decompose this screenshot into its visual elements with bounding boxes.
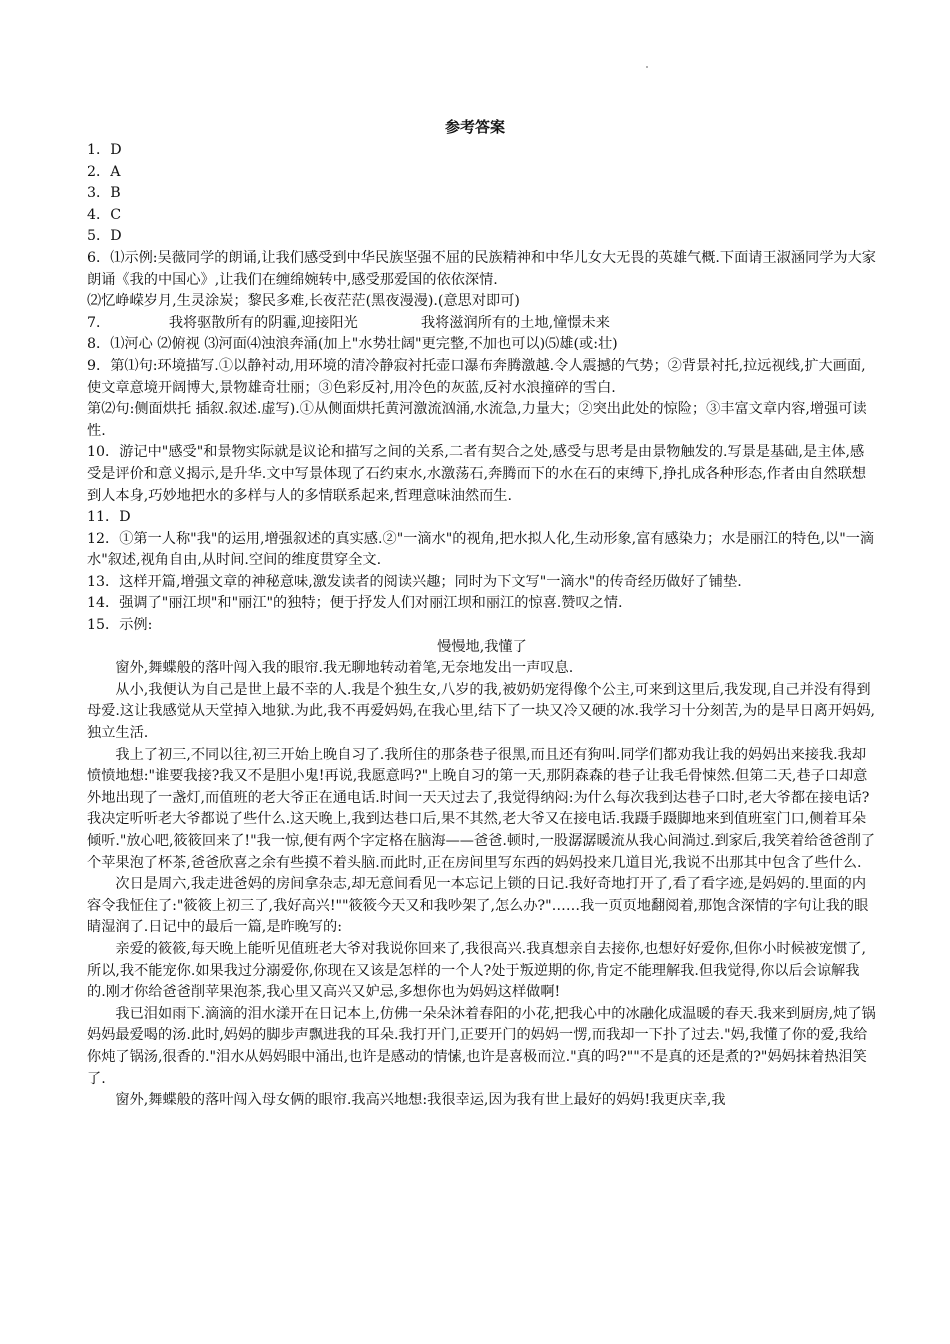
essay-paragraph: 次日是周六,我走进爸妈的房间拿杂志,却无意间看见一本忘记上锁的日记.我好奇地打开了,看了看字迹,是妈妈的.里面的内容令我怔住了:"筱筱上初三了,我好高兴!""筱筱今天又和我吵架了,怎么办?"……我一页页地翻阅着,那饱含深情的字句让我的眼睛湿润了.日记中的最后一篇,是昨晚写的: <box>87 876 869 936</box>
answer-9: 9．第⑴句:环境描写.①以静衬动,用环境的清冷静寂衬托壶口瀑布奔腾激越.令人震撼的气势；②背景衬托,拉远视线,扩大画面,使文章意境开阔博大,景物雄奇壮丽；③色彩反衬,用冷色的灰蓝,反衬水浪撞碎的雪白. <box>87 357 866 396</box>
essay-paragraph: 亲爱的筱筱,每天晚上能听见值班老大爷对我说你回来了,我很高兴.我真想亲自去接你,也想好好爱你,但你小时候被宠惯了,所以,我不能宠你.如果我过分溺爱你,你现在又该是怎样的一个人?处于叛逆期的你,肯定不能理解我.但我觉得,你以后会谅解我的.刚才你给爸爸削苹果泡茶,我心里又高兴又妒忌,多想你也为妈妈这样做啊! <box>87 940 867 1001</box>
essay-paragraph: 窗外,舞蝶般的落叶闯入我的眼帘.我无聊地转动着笔,无奈地发出一声叹息. <box>115 660 574 677</box>
essay-paragraph: 我上了初三,不同以往,初三开始上晚自习了.我所住的那条巷子很黑,而且还有狗叫.同学们都劝我让我的妈妈出来接我.我却愤愤地想:"谁要我接?我又不是胆小鬼!再说,我愿意吗?"上晚自习的第一天,那阴森森的巷子让我毛骨悚然.但第二天,巷子口却意外地出现了一盏灯,而值班的老大爷正在通电话.时间一天天过去了,我觉得纳闷:为什么每次我到达巷子口时,老大爷都在接电话?我决定听听老大爷都说了些什么.这天晚上,我到达巷口后,果不其然,老大爷又在接电话.我蹑手蹑脚地来到值班室门口,侧着耳朵倾听."放心吧,筱筱回来了!"我一惊,便有两个字定格在脑海——爸爸.顿时,一股潺潺暖流从我心间淌过.到家后,我笑着给爸爸削了个苹果泡了杯茶,爸爸欣喜之余有些摸不着头脑.而此时,正在房间里写东西的妈妈投来几道目光,我说不出那其中包含了些什么. <box>87 746 876 871</box>
answer-6-part-2: ⑵忆峥嵘岁月,生灵涂炭；黎民多难,长夜茫茫(黑夜漫漫).(意思对即可) <box>87 293 520 310</box>
essay-title: 慢慢地,我懂了 <box>437 638 527 655</box>
answer-3: 3．B <box>87 185 121 202</box>
essay-paragraph: 从小,我便认为自己是世上最不幸的人.我是个独生女,八岁的我,被奶奶宠得像个公主,可来到这里后,我发现,自己并没有得到母爱.这让我感觉从天堂掉入地狱.为此,我不再爱妈妈,在我心里,结下了一块又冷又硬的冰.我学习十分刻苦,为的是早日离开妈妈,独立生活. <box>87 681 876 742</box>
answer-9-part-2: 第⑵句:侧面烘托 插叙.叙述.虚写).①从侧面烘托黄河激流汹涌,水流急,力量大；②突出此处的惊险；③丰富文章内容,增强可读性. <box>87 401 867 439</box>
answer-14: 14．强调了"丽江坝"和"丽江"的独特；便于抒发人们对丽江坝和丽江的惊喜.赞叹之情. <box>87 595 623 612</box>
answer-5: 5．D <box>87 228 122 245</box>
page-title: 参考答案 <box>444 118 505 136</box>
speck-mark <box>646 66 648 68</box>
answer-4: 4．C <box>87 206 122 223</box>
answer-15: 15．示例: <box>87 617 153 634</box>
answer-10: 10．游记中"感受"和景物实际就是议论和描写之间的关系,二者有契合之处,感受与思考是由景物触发的.写景是基础,是主体,感受是评价和意义揭示,是升华.文中写景体现了石约束水,水激荡石,奔腾而下的水在石的束缚下,挣扎成各种形态,作者由自然联想到人本身,巧妙地把水的多样与人的多情联系起来,哲理意味油然而生. <box>87 444 867 504</box>
answer-8: 8．⑴河心 ⑵俯视 ⑶河面⑷浊浪奔涌(加上"水势壮阔"更完整,不加也可以)⑸雄(或:壮) <box>87 336 618 353</box>
answer-2: 2．A <box>87 163 121 180</box>
answer-12: 12．①第一人称"我"的运用,增强叙述的真实感.②"一滴水"的视角,把水拟人化,生动形象,富有感染力；水是丽江的特色,以"一滴水"叙述,视角自由,从时间.空间的维度贯穿全文. <box>87 530 875 569</box>
answer-content <box>87 140 877 1112</box>
answer-11: 11．D <box>87 509 131 526</box>
answer-6: 6．⑴示例:吴薇同学的朗诵,让我们感受到中华民族坚强不屈的民族精神和中华儿女大无畏的英雄气概.下面请王淑涵同学为大家朗诵《我的中国心》,让我们在缠绵婉转中,感受那爱国的依依深情. <box>87 249 876 288</box>
answer-1: 1．D <box>87 142 122 158</box>
essay-paragraph: 我已泪如雨下.滴滴的泪水漾开在日记本上,仿佛一朵朵沐着春阳的小花,把我心中的冰融化成温暖的春天.我来到厨房,炖了锅妈妈最爱喝的汤.此时,妈妈的脚步声飘进我的耳朵.我打开门,正要开门的妈妈一愣,而我却一下扑了过去."妈,我懂了你的爱,我给你炖了锅汤,很香的."泪水从妈妈眼中涌出,也许是感动的情愫,也许是喜极而泣."真的吗?""不是真的还是煮的?"妈妈抹着热泪笑了. <box>87 1005 876 1087</box>
answer-7: 7． 我将驱散所有的阴霾,迎接阳光 我将滋润所有的土地,憧憬未来 <box>87 314 610 331</box>
essay-paragraph: 窗外,舞蝶般的落叶闯入母女俩的眼帘.我高兴地想:我很幸运,因为我有世上最好的妈妈!我更庆幸,我 <box>115 1092 726 1109</box>
answer-13: 13．这样开篇,增强文章的神秘意味,激发读者的阅读兴趣；同时为下文写"一滴水"的传奇经历做好了铺垫. <box>87 573 742 590</box>
